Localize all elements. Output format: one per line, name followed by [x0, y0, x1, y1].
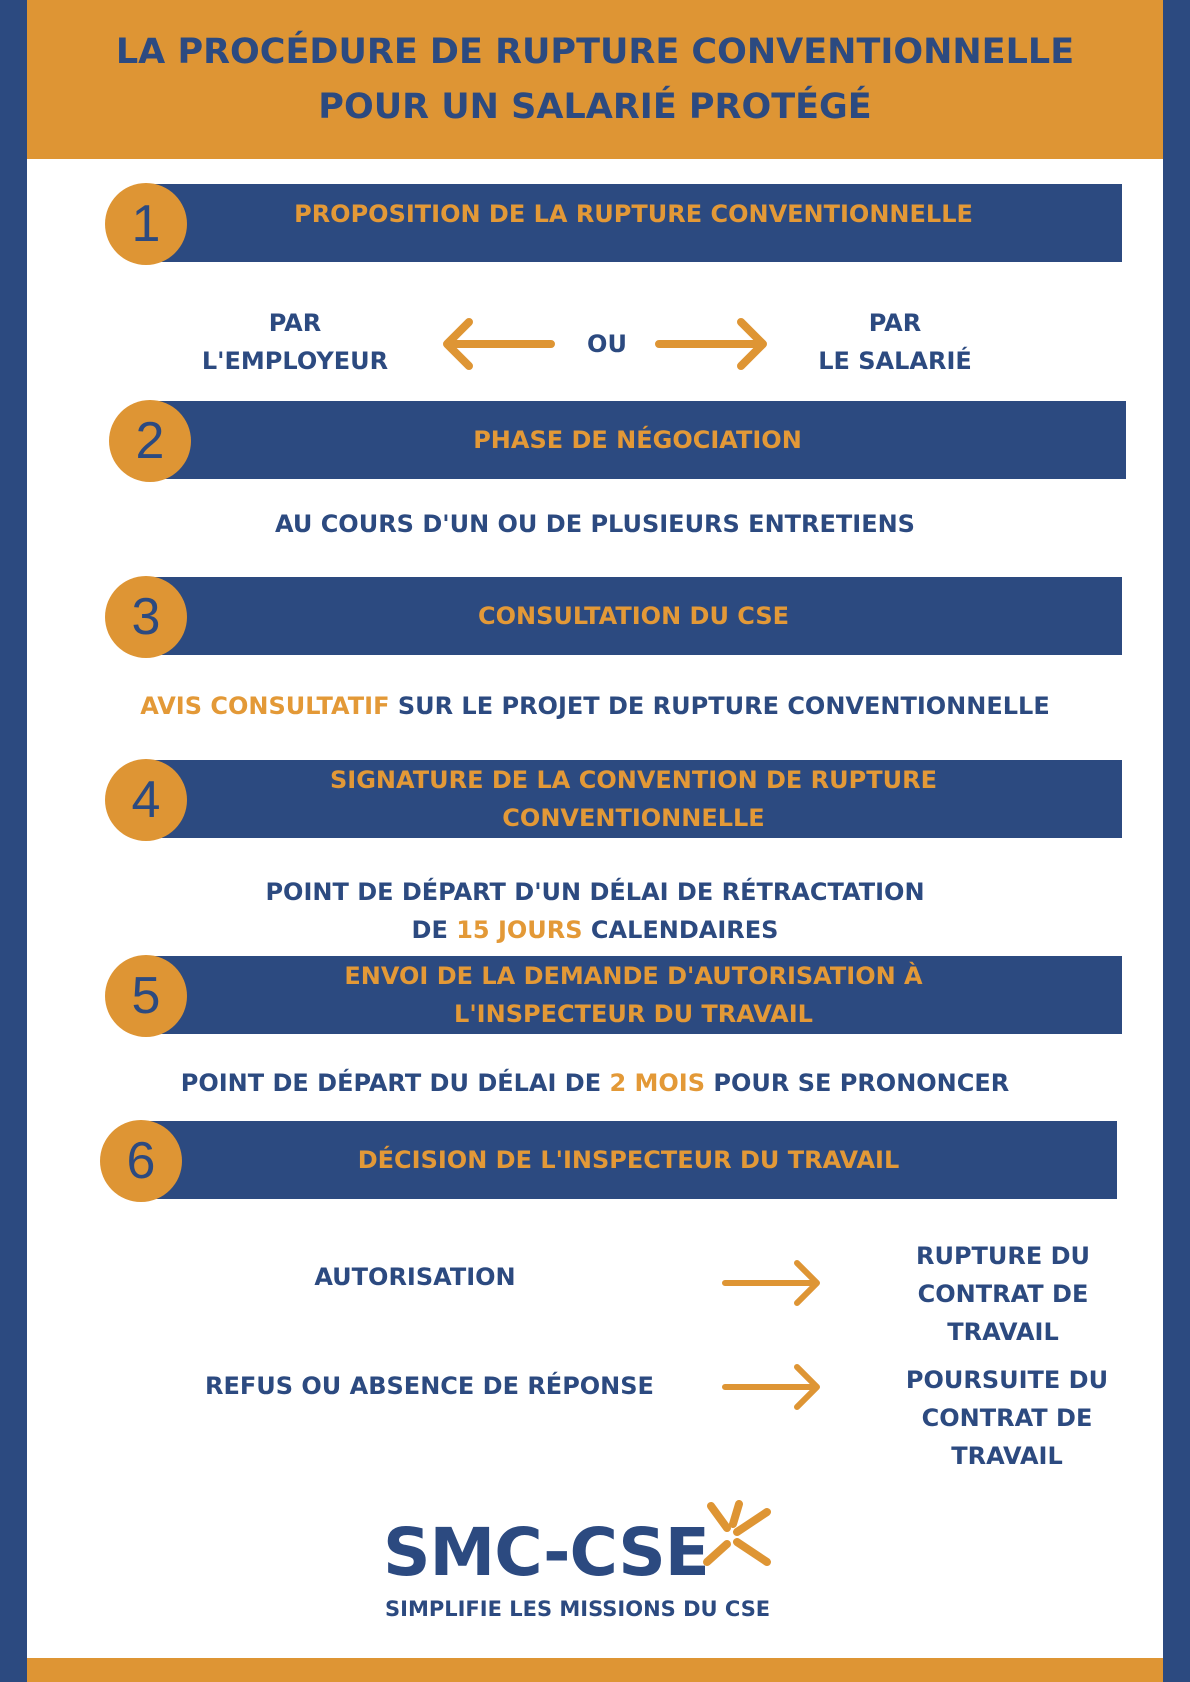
step-2-bar — [149, 401, 1126, 479]
footer-strip — [27, 1658, 1163, 1682]
option-separator: OU — [587, 330, 627, 358]
logo-wordmark: SMC-CSE — [383, 1514, 709, 1591]
step-4-title-line-2: CONVENTIONNELLE — [502, 804, 765, 832]
step-4-detail — [27, 873, 1163, 949]
step-5-number-badge — [105, 955, 187, 1037]
arrow-left-icon — [439, 316, 557, 372]
option-employee-line-1: PAR — [868, 309, 922, 337]
step-6-number-badge — [100, 1120, 182, 1202]
outcome-refusal-label: REFUS OU ABSENCE DE RÉPONSE — [205, 1372, 654, 1400]
step-5-detail-highlight: 2 MOIS — [609, 1069, 706, 1097]
step-3-title: CONSULTATION DU CSE — [477, 602, 790, 630]
step-3-bar — [145, 577, 1122, 655]
option-employer-line-1: PAR — [268, 309, 322, 337]
outcome-authorization-result — [873, 1237, 1133, 1351]
step-3-detail — [27, 687, 1163, 725]
step-2-detail: AU COURS D'UN OU DE PLUSIEURS ENTRETIENS — [275, 510, 915, 538]
step-6-title: DÉCISION DE L'INSPECTEUR DU TRAVAIL — [357, 1146, 900, 1174]
option-employee-line-2: LE SALARIÉ — [818, 347, 972, 375]
page-title — [27, 0, 1163, 159]
outcome-refusal-result-line-1: POURSUITE DU — [905, 1366, 1109, 1394]
step-5-number: 5 — [131, 967, 161, 1025]
step-5-title-line-1: ENVOI DE LA DEMANDE D'AUTORISATION À — [344, 962, 923, 990]
option-employer — [195, 304, 395, 380]
step-3-detail-text: SUR LE PROJET DE RUPTURE CONVENTIONNELLE — [389, 692, 1050, 720]
step-4-detail-highlight: 15 JOURS — [456, 916, 583, 944]
outcome-refusal-result-line-3: TRAVAIL — [951, 1442, 1063, 1470]
outcome-authorization-result-line-3: TRAVAIL — [947, 1318, 1059, 1346]
step-4-detail-line-2 — [27, 911, 1163, 949]
outcome-authorization-result-line-1: RUPTURE DU — [915, 1242, 1091, 1270]
step-4-bar — [145, 760, 1122, 838]
logo-tagline: SIMPLIFIE LES MISSIONS DU CSE — [385, 1597, 771, 1621]
title-line-1: LA PROCÉDURE DE RUPTURE CONVENTIONNELLE — [115, 31, 1075, 72]
step-6-bar — [140, 1121, 1117, 1199]
company-logo — [383, 1500, 823, 1640]
step-1-number-badge — [105, 183, 187, 265]
step-3-number: 3 — [131, 588, 161, 646]
outcome-refusal-result-line-2: CONTRAT DE — [921, 1404, 1093, 1432]
step-5-title-line-2: L'INSPECTEUR DU TRAVAIL — [454, 1000, 813, 1028]
outcome-authorization-label: AUTORISATION — [314, 1263, 516, 1291]
step-5-bar — [145, 956, 1122, 1034]
step-6-number: 6 — [126, 1132, 156, 1190]
step-1-bar — [145, 184, 1122, 262]
step-1-number: 1 — [131, 195, 161, 253]
step-4-title-line-1: SIGNATURE DE LA CONVENTION DE RUPTURE — [330, 766, 937, 794]
option-employer-line-2: L'EMPLOYEUR — [201, 347, 389, 375]
arrow-right-icon — [721, 1258, 825, 1308]
arrow-right-icon — [721, 1362, 825, 1412]
outcome-refusal-result — [877, 1361, 1137, 1475]
step-4-detail-suffix: CALENDAIRES — [582, 916, 779, 944]
arrow-right-icon — [653, 316, 771, 372]
step-1-title: PROPOSITION DE LA RUPTURE CONVENTIONNELLE — [294, 200, 973, 228]
step-5-detail-suffix: POUR SE PRONONCER — [705, 1069, 1010, 1097]
step-4-detail-line-1: POINT DE DÉPART D'UN DÉLAI DE RÉTRACTATION — [265, 878, 925, 906]
infographic-page — [27, 0, 1163, 1658]
step-5-detail — [27, 1064, 1163, 1102]
step-4-number: 4 — [131, 771, 161, 829]
step-3-detail-highlight: AVIS CONSULTATIF — [140, 692, 390, 720]
step-5-detail-prefix: POINT DE DÉPART DU DÉLAI DE — [180, 1069, 610, 1097]
step-2-number: 2 — [135, 412, 165, 470]
step-3-number-badge — [105, 576, 187, 658]
logo-spark-icon — [693, 1500, 793, 1590]
outcome-authorization-result-line-2: CONTRAT DE — [917, 1280, 1089, 1308]
option-employee — [795, 304, 995, 380]
step-2-title: PHASE DE NÉGOCIATION — [473, 426, 802, 454]
step-4-detail-prefix: DE — [411, 916, 457, 944]
step-2-number-badge — [109, 400, 191, 482]
title-line-2: POUR UN SALARIÉ PROTÉGÉ — [318, 86, 872, 127]
step-4-number-badge — [105, 759, 187, 841]
